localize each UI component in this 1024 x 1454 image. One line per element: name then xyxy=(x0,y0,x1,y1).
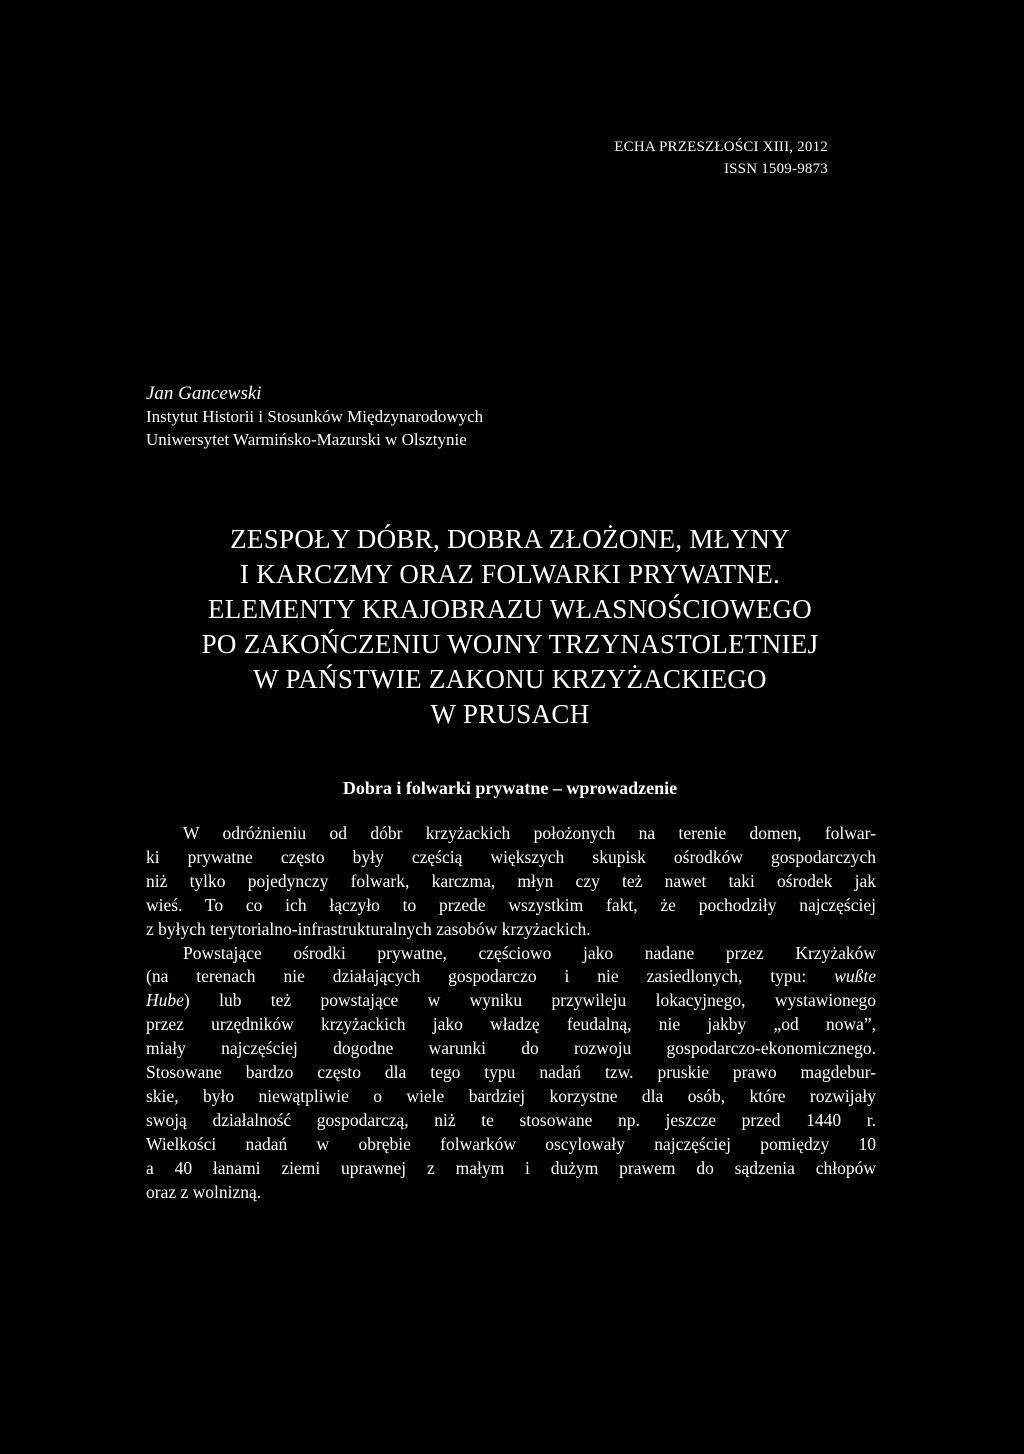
section-heading: Dobra i folwarki prywatne – wprowadzenie xyxy=(342,778,678,798)
italic-term: wußte xyxy=(834,966,876,987)
text-line xyxy=(146,965,876,989)
text-line: miały najczęściej dogodne warunki do rozwoju gospodarczo-ekonomicznego. xyxy=(146,1038,876,1059)
journal-title: ECHA PRZESZŁOŚCI XIII, 2012 xyxy=(614,139,828,155)
text-line: a 40 łanami ziemi uprawnej z małym i dużym prawem do sądzenia chłopów xyxy=(146,1157,876,1178)
text-line: ki prywatne często były częścią większych skupisk ośrodków gospodarczych xyxy=(146,846,876,867)
author-block xyxy=(146,382,483,451)
author-institute: Instytut Historii i Stosunków Międzynarodowych xyxy=(146,407,484,426)
title-line: I KARCZMY ORAZ FOLWARKI PRYWATNE. xyxy=(239,559,781,589)
text-line xyxy=(146,989,876,1013)
text-span: ) lub też powstające w wyniku przywileju lokacyjnego, wystawionego xyxy=(183,990,876,1011)
text-line: skie, było niewątpliwie o wiele bardziej korzystne dla osób, które rozwijały xyxy=(146,1085,876,1106)
paragraph-1 xyxy=(146,822,876,942)
title-line: W PAŃSTWIE ZAKONU KRZYŻACKIEGO xyxy=(253,664,767,694)
text-line: swoją działalność gospodarczą, niż te stosowane np. jeszcze przed 1440 r. xyxy=(146,1109,876,1130)
text-span: (na terenach nie działających gospodarczo i nie zasiedlonych, typu: xyxy=(146,966,835,987)
text-line: przez urzędników krzyżackich jako władzę feudalną, nie jakby „od nowa”, xyxy=(146,1014,876,1035)
text-line: Wielkości nadań w obrębie folwarków oscylowały najczęściej pomiędzy 10 xyxy=(146,1133,876,1154)
text-line: oraz z wolnizną. xyxy=(146,1181,262,1202)
journal-issn: ISSN 1509-9873 xyxy=(723,161,828,177)
text-line: Stosowane bardzo często dla tego typu nadań tzw. pruskie prawo magdebur- xyxy=(146,1062,876,1083)
italic-term: Hube xyxy=(146,990,184,1011)
title-line: W PRUSACH xyxy=(430,699,590,729)
paragraph-2 xyxy=(146,942,876,1205)
text-line: W odróżnieniu od dóbr krzyżackich położonych na terenie domen, folwar- xyxy=(183,823,876,843)
author-name: Jan Gancewski xyxy=(146,383,262,404)
journal-header xyxy=(614,136,828,180)
title-line: ELEMENTY KRAJOBRAZU WŁASNOŚCIOWEGO xyxy=(207,594,813,624)
title-line: ZESPOŁY DÓBR, DOBRA ZŁOŻONE, MŁYNY xyxy=(230,524,790,554)
text-line: Powstające ośrodki prywatne, częściowo jako nadane przez Krzyżaków xyxy=(183,942,876,963)
text-line: z byłych terytorialno-infrastrukturalnych zasobów krzyżackich. xyxy=(146,918,591,939)
text-line: niż tylko pojedynczy folwark, karczma, młyn czy też nawet taki ośrodek jak xyxy=(146,870,876,891)
article-body xyxy=(146,822,876,1205)
text-line: wieś. To co ich łączyło to przede wszystkim fakt, że pochodziły najczęściej xyxy=(146,894,876,915)
title-line: PO ZAKOŃCZENIU WOJNY TRZYNASTOLETNIEJ xyxy=(201,629,819,659)
article-title xyxy=(100,522,920,732)
author-university: Uniwersytet Warmińsko-Mazurski w Olsztynie xyxy=(146,430,467,449)
